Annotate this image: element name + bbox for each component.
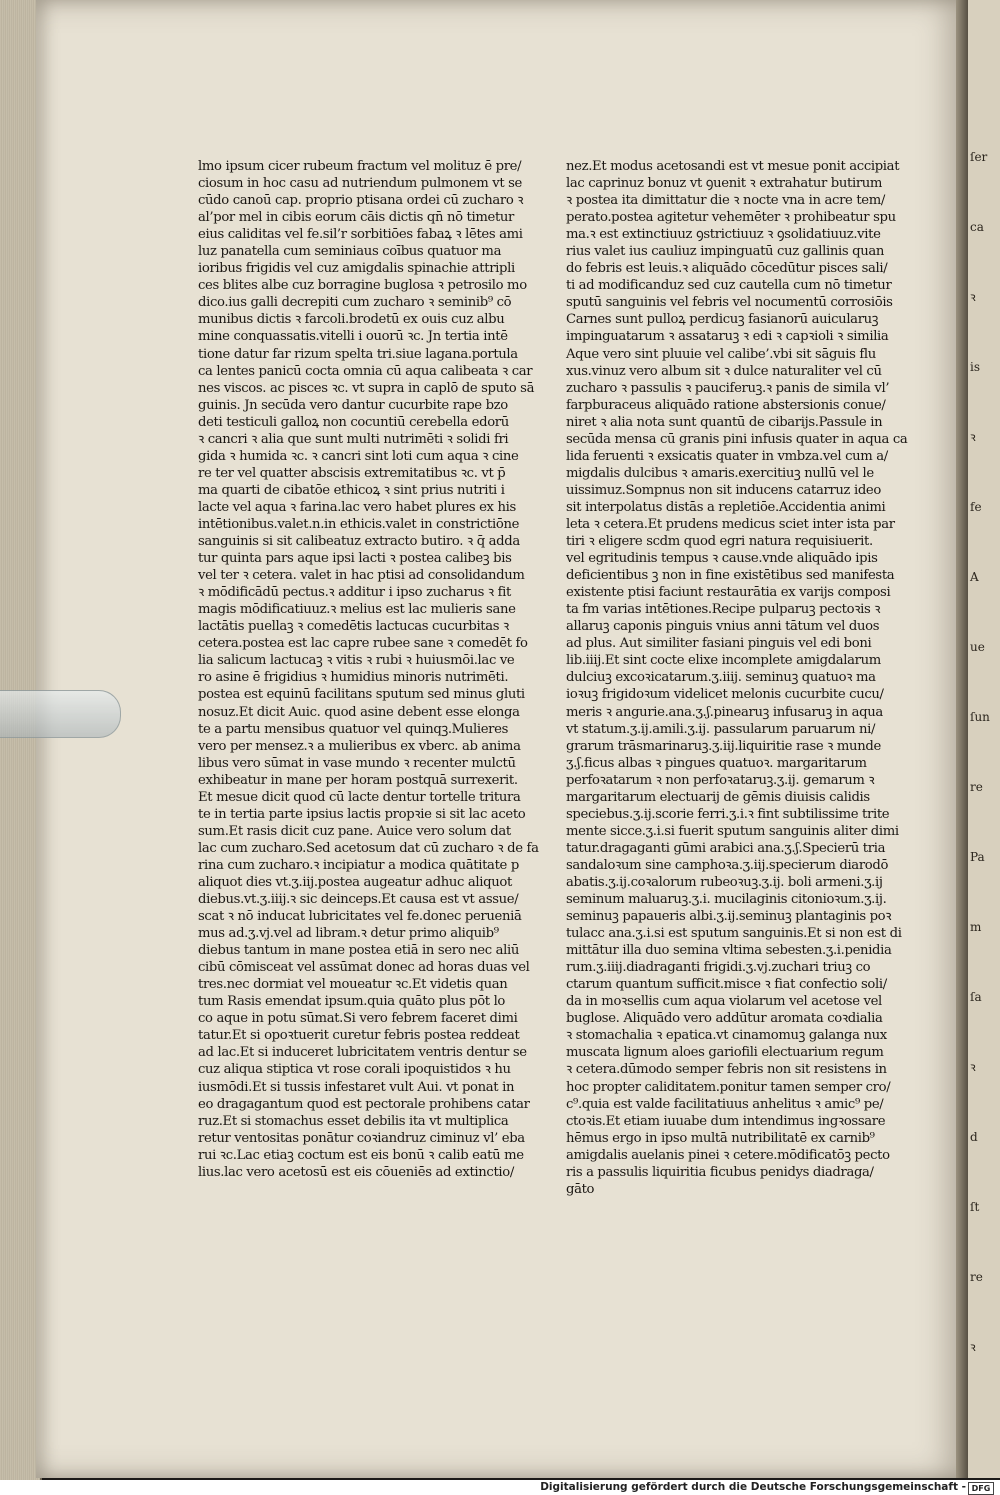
text-line: tres.nec dormiat vel moueatur ꝛc.Et videtis quan [198, 977, 508, 993]
text-line: mittātur illa duo semina vltima sebesten.ʒ.i.penidia [566, 943, 892, 959]
text-line: vel ter ꝛ cetera. valet in hac ptisi ad consolidandum [198, 568, 525, 584]
text-line: postea est equinū facilitans sputum sed minus gluti [198, 687, 525, 703]
text-column-left [198, 158, 548, 1181]
text-line: dico.ius galli decrepiti cum zucharo ꝛ seminib⁹ cō [198, 295, 512, 311]
text-line: ad lac.Et si induceret lubricitatem ventris dentur se [198, 1045, 527, 1061]
text-line: do febris est leuis.ꝛ aliquādo cōcedūtur pisces sali/ [566, 261, 888, 277]
text-line: tur quinta pars aque ipsi lacti ꝛ postea calibeꝫ bis [198, 551, 512, 567]
text-line: secūda mensa cū granis pini infusis quater in aqua ca [566, 431, 908, 447]
text-line: Et mesue dicit quod cū lacte dentur tortelle tritura [198, 789, 521, 805]
footer-credit-text: Digitalisierung gefördert durch die Deutsche Forschungsgemeinschaft - [540, 1481, 966, 1493]
text-line: cūdo canoū cap. proprio ptisana ordei cū zucharo ꝛ [198, 193, 524, 209]
text-line: gida ꝛ humida ꝛc. ꝛ cancri sint loti cum aqua ꝛ cine [198, 448, 519, 464]
text-line: abatis.ʒ.ij.coꝛalorum rubeoꝛuꝫ.ʒ.ij. boli armeni.ʒ.ij [566, 874, 883, 890]
text-line: aliquot dies vt.ʒ.iij.postea augeatur adhuc aliquot [198, 874, 512, 890]
text-line: diebus tantum in mane postea etiā in sero nec aliū [198, 943, 520, 959]
text-line: re ter vel quatter abscisis extremitatibus ꝛc. vt p̄ [198, 465, 506, 481]
text-line: rui ꝛc.Lac etiaꝫ coctum est eis bonū ꝛ calib eatū me [198, 1147, 524, 1163]
text-line: vero per mensez.ꝛ a mulieribus ex vberc. ab anima [198, 738, 521, 754]
text-line: dulciuꝫ excoꝛicatarum.ʒ.iiij. seminuꝫ quatuoꝛ ma [566, 670, 876, 686]
text-line: ꝛ mōdificādū pectus.ꝛ additur i ipso zucharus ꝛ fit [198, 585, 511, 601]
text-line: muscata lignum aloes gariofili electuarium regum [566, 1045, 884, 1061]
text-line: ctarum quantum sufficit.misce ꝛ fiat confectio soli/ [566, 977, 887, 993]
text-line: impinguatarum ꝛ assataruꝫ ꝛ edi ꝛ capꝛioli ꝛ similia [566, 329, 889, 345]
text-line: leta ꝛ cetera.Et prudens medicus sciet inter ista par [566, 516, 895, 532]
text-line: rina cum zucharo.ꝛ incipiatur a modica quātitate p [198, 857, 519, 873]
text-line: diebus.vt.ʒ.iiij.ꝛ sic deinceps.Et causa est vt assue/ [198, 892, 519, 908]
text-line: lac cum zucharo.Sed acetosum dat cū zucharo ꝛ de fa [198, 840, 539, 856]
dfg-logo: DFG [968, 1482, 994, 1495]
book-clip-tab [0, 690, 121, 738]
text-line: ꝛ postea ita dimittatur die ꝛ nocte vna in acre tem/ [566, 193, 885, 209]
text-line: magis mōdificatiuuz.ꝛ melius est lac mulieris sane [198, 602, 516, 618]
facing-page-fragment: ca [970, 220, 984, 234]
facing-page-fragment: ſer [970, 150, 988, 164]
text-line: lib.iiij.Et sint cocte elixe incomplete amigdalarum [566, 653, 881, 669]
text-line: iusmōdi.Et si tussis infestaret vult Aui. vt ponat in [198, 1079, 515, 1095]
text-line: eius caliditas vel fe.sil’r sorbitiōes fabaꝝ ꝛ lētes ami [198, 227, 523, 243]
facing-page-fragment: ꝛ [970, 1060, 976, 1074]
text-line: tatur.Et si opoꝛtuerit curetur febris postea reddeat [198, 1028, 520, 1044]
text-line: ʒ.ʃ.ficus albas ꝛ pingues quatuoꝛ. margaritarum [566, 755, 867, 771]
text-line: ioribus frigidis vel cuz amigdalis spinachie attripli [198, 261, 515, 277]
text-line: ris a passulis liquiritia ficubus penidys diadraga/ [566, 1164, 874, 1180]
facing-page-fragment: re [970, 780, 983, 794]
text-line: niret ꝛ alia nota sunt quantū de cibarijs.Passule in [566, 414, 883, 430]
text-line: c⁹.quia est valde facilitatiuus anhelitus ꝛ amic⁹ pe/ [566, 1096, 884, 1112]
text-line: guinis. Jn secūda vero dantur cucurbite rape bzo [198, 397, 508, 413]
text-line: scat ꝛ nō inducat lubricitates vel fe.donec perueniā [198, 909, 522, 925]
text-line: ca lentes panicū cocta omnia cū aqua calibeata ꝛ car [198, 363, 533, 379]
text-line: Aque vero sint pluuie vel calibe’.vbi sit sāguis flu [566, 346, 876, 362]
text-line: lactātis puellaꝫ ꝛ comedētis lactucas cucurbitas ꝛ [198, 619, 509, 635]
facing-page-fragment: ꝛ [970, 430, 976, 444]
text-line: ioꝛuꝫ frigidoꝛum videlicet melonis cucurbite cucu/ [566, 687, 884, 703]
text-line: zucharo ꝛ passulis ꝛ pauciferuꝫ.ꝛ panis de simila vl’ [566, 380, 890, 396]
text-line: vt statum.ʒ.ij.amili.ʒ.ij. passularum paruarum ni/ [566, 721, 876, 737]
text-line: migdalis dulcibus ꝛ amaris.exercitiuꝫ nullū vel le [566, 465, 874, 481]
facing-page-fragment: ꝛ [970, 290, 976, 304]
text-line: Carnes sunt pulloꝝ perdicuꝫ fasianorū auicularuꝫ [566, 312, 879, 328]
facing-page-fragment: ſa [970, 990, 982, 1004]
text-line: margaritarum electuarij de gēmis diuisis calidis [566, 789, 870, 805]
digitization-footer [0, 1480, 1000, 1495]
text-line: meris ꝛ angurie.ana.ʒ.ʃ.pinearuꝫ infusaruꝫ in aqua [566, 704, 883, 720]
text-line: sanguinis si sit calibeatuz extracto butiro. ꝛ q̄ adda [198, 534, 520, 550]
text-line: ꝛ cancri ꝛ alia que sunt multi nutrimēti ꝛ solidi fri [198, 431, 509, 447]
text-line: lacte vel aqua ꝛ farina.lac vero habet plures ex his [198, 499, 516, 515]
facing-page-edge [968, 0, 1000, 1478]
text-line: nez.Et modus acetosandi est vt mesue ponit accipiat [566, 159, 900, 174]
text-line: mente sicce.ʒ.i.si fuerit sputum sanguinis aliter dimi [566, 823, 899, 839]
text-line: eo dragagantum quod est pectorale prohibens catar [198, 1096, 530, 1112]
text-line: cuz aliqua stiptica vt rose corali ipoquistidos ꝛ hu [198, 1062, 511, 1078]
text-line: perfoꝛatarum ꝛ non perfoꝛataruꝫ.ʒ.ij. gemarum ꝛ [566, 772, 875, 788]
text-line: tum Rasis emendat ipsum.quia quāto plus pōt lo [198, 994, 506, 1010]
text-line: lida feruenti ꝛ exsicatis quater in vmbza.vel cum a/ [566, 448, 888, 464]
text-line: tiri ꝛ eligere scdm quod egri natura requisiuerit. [566, 534, 873, 550]
text-line: lac caprinuz bonuz vt ꝯuenit ꝛ extrahatur butirum [566, 176, 883, 192]
text-line: rius valet ius cauliuz impinguatū cuz gallinis quan [566, 244, 885, 260]
facing-page-fragment: is [970, 360, 980, 374]
text-line: rum.ʒ.iiij.diadraganti frigidi.ʒ.vj.zuchari triuꝫ co [566, 960, 871, 976]
text-line: exhibeatur in mane per horam postquā surrexerit. [198, 772, 518, 788]
text-line: xus.vinuz vero album sit ꝛ dulce naturaliter vel cū [566, 363, 882, 379]
text-line: uissimuz.Sompnus non sit inducens catarruz ideo [566, 482, 881, 498]
facing-page-fragment: m [970, 920, 982, 934]
text-line: hēmus ergo in ipso multā nutribilitatē ex carnib⁹ [566, 1130, 875, 1146]
text-line: co aque in potu sūmat.Si vero febrem faceret dimi [198, 1011, 518, 1027]
text-line: perato.postea agitetur vehemēter ꝛ prohibeatur spu [566, 210, 896, 226]
text-line: cibū cōmisceat vel assūmat donec ad horas duas vel [198, 960, 530, 976]
text-line: mus ad.ʒ.vj.vel ad libram.ꝛ detur primo aliquib⁹ [198, 926, 499, 942]
text-line: tatur.dragaganti gūmi arabici ana.ʒ.ʃ.Specierū tria [566, 840, 886, 856]
text-line: gāto [566, 1181, 595, 1197]
text-line: grarum trāsmarinaruꝫ.ʒ.iij.liquiritie rase ꝛ munde [566, 738, 881, 754]
text-line: ti ad modificanduz sed cuz cautella cum nō timetur [566, 278, 892, 294]
text-line: da in moꝛsellis cum aqua violarum vel acetose vel [566, 994, 882, 1010]
text-line: tulacc ana.ʒ.i.si est sputum sanguinis.Et si non est di [566, 926, 902, 942]
text-line: te in tertia parte ipsius lactis propꝛie si sit lac aceto [198, 806, 526, 822]
text-line: nes viscos. ac pisces ꝛc. vt supra in caplō de sputo sā [198, 380, 535, 396]
text-line: amigdalis auelanis pinei ꝛ cetere.mōdificatōꝫ pecto [566, 1147, 890, 1163]
facing-page-fragment: re [970, 1270, 983, 1284]
text-line: ces blites albe cuz borragine buglosa ꝛ petrosilo mo [198, 278, 527, 294]
text-line: retur ventositas ponātur coꝛiandruz ciminuz vl’ eba [198, 1130, 525, 1146]
text-line: ciosum in hoc casu ad nutriendum pulmonem vt se [198, 176, 523, 192]
text-line: seminuꝫ papaueris albi.ʒ.ij.seminuꝫ plantaginis poꝛ [566, 909, 892, 925]
text-column-right [566, 158, 910, 1198]
text-line: sputū sanguinis vel febris vel nocumentū corrosiōis [566, 295, 893, 311]
text-line: hoc propter caliditatem.ponitur tamen semper cro/ [566, 1079, 891, 1095]
facing-page-fragment: A [970, 570, 979, 584]
text-line: ctoꝛis.Et etiam iuuabe dum intendimus ingꝛossare [566, 1113, 886, 1129]
text-line: libus vero sūmat in vase mundo ꝛ recenter mulctū [198, 755, 516, 771]
text-line: vel egritudinis tempus ꝛ cause.vnde aliquādo ipis [566, 551, 878, 567]
text-line: ma.ꝛ est extinctiuuz ꝯstrictiuuz ꝛ ꝯsolidatiuuz.vite [566, 227, 881, 243]
facing-page-fragment: ſun [970, 710, 990, 724]
text-line: te a partu mensibus quatuor vel quinqꝫ.Mulieres [198, 721, 508, 737]
text-line: lmo ipsum cicer rubeum fractum vel molituz ē pre/ [198, 159, 522, 174]
text-line: nosuz.Et dicit Auic. quod asine debent esse elonga [198, 704, 520, 720]
text-line: luz panatella cum seminiaus coībus quatuor ma [198, 244, 502, 260]
text-line: deficientibus ꝫ non in fine existētibus sed manifesta [566, 568, 895, 584]
text-line: deti testiculi galloꝝ non cocuntiū cerebella edorū [198, 414, 509, 430]
text-line: ad plus. Aut similiter fasiani pinguis vel edi boni [566, 636, 872, 652]
text-line: seminum maluaruꝫ.ʒ.i. mucilaginis citonioꝛum.ʒ.ij. [566, 892, 887, 908]
facing-page-fragment: d [970, 1130, 978, 1144]
facing-page-fragment: fe [970, 500, 982, 514]
text-line: farpburaceus aliquādo ratione abstersionis conue/ [566, 397, 886, 413]
text-line: munibus dictis ꝛ farcoli.brodetū ex ouis cuz albu [198, 312, 505, 328]
text-line: speciebus.ʒ.ij.scorie ferri.ʒ.i.ꝛ fint subtilissime trite [566, 806, 890, 822]
text-line: cetera.postea est lac capre rubee sane ꝛ comedēt fo [198, 636, 528, 652]
text-line: ꝛ cetera.dūmodo semper febris non sit resistens in [566, 1062, 887, 1078]
facing-page-fragment: ꝛ [970, 1340, 976, 1354]
facing-page-fragment: ue [970, 640, 985, 654]
text-line: lia salicum lactucaꝫ ꝛ vitis ꝛ rubi ꝛ huiusmōi.lac ve [198, 653, 515, 669]
text-line: allaruꝫ caponis pinguis vnius anni tātum vel duos [566, 619, 880, 635]
text-line: ꝛ stomachalia ꝛ epatica.vt cinamomuꝫ galanga nux [566, 1028, 887, 1044]
text-line: intētionibus.valet.n.in ethicis.valet in constrictiōne [198, 516, 520, 532]
text-line: existente ptisi faciunt restaurātia ex varijs composi [566, 585, 891, 601]
text-line: tione datur far rizum spelta tri.siue lagana.portula [198, 346, 518, 362]
text-line: al’por mel in cibis eorum cāis dictis qn̄ nō timetur [198, 210, 515, 226]
text-line: ma quarti de cibatōe ethicoꝝ ꝛ sint prius nutriti i [198, 482, 505, 498]
text-line: sit interpolatus distās a repletiōe.Accidentia animi [566, 499, 886, 515]
text-line: ta fm varias intētiones.Recipe pulparuꝫ pectoꝛis ꝛ [566, 602, 881, 618]
text-line: ro asine ē frigidius ꝛ humidius minoris nutrimēti. [198, 670, 509, 686]
text-line: sandaloꝛum sine camphoꝛa.ʒ.iij.specierum diarodō [566, 857, 889, 873]
text-line: buglose. Aliquādo vero addūtur aromata coꝛdialia [566, 1011, 883, 1027]
text-line: sum.Et rasis dicit cuz pane. Auice vero solum dat [198, 823, 511, 839]
text-line: mine conquassatis.vitelli i ouorū ꝛc. Jn tertia intē [198, 329, 508, 345]
facing-page-fragment: ſt [970, 1200, 980, 1214]
text-line: lius.lac vero acetosū est eis cōueniēs ad extinctio/ [198, 1164, 514, 1180]
text-line: ruz.Et si stomachus esset debilis ita vt multiplica [198, 1113, 509, 1129]
facing-page-fragment: Pa [970, 850, 985, 864]
